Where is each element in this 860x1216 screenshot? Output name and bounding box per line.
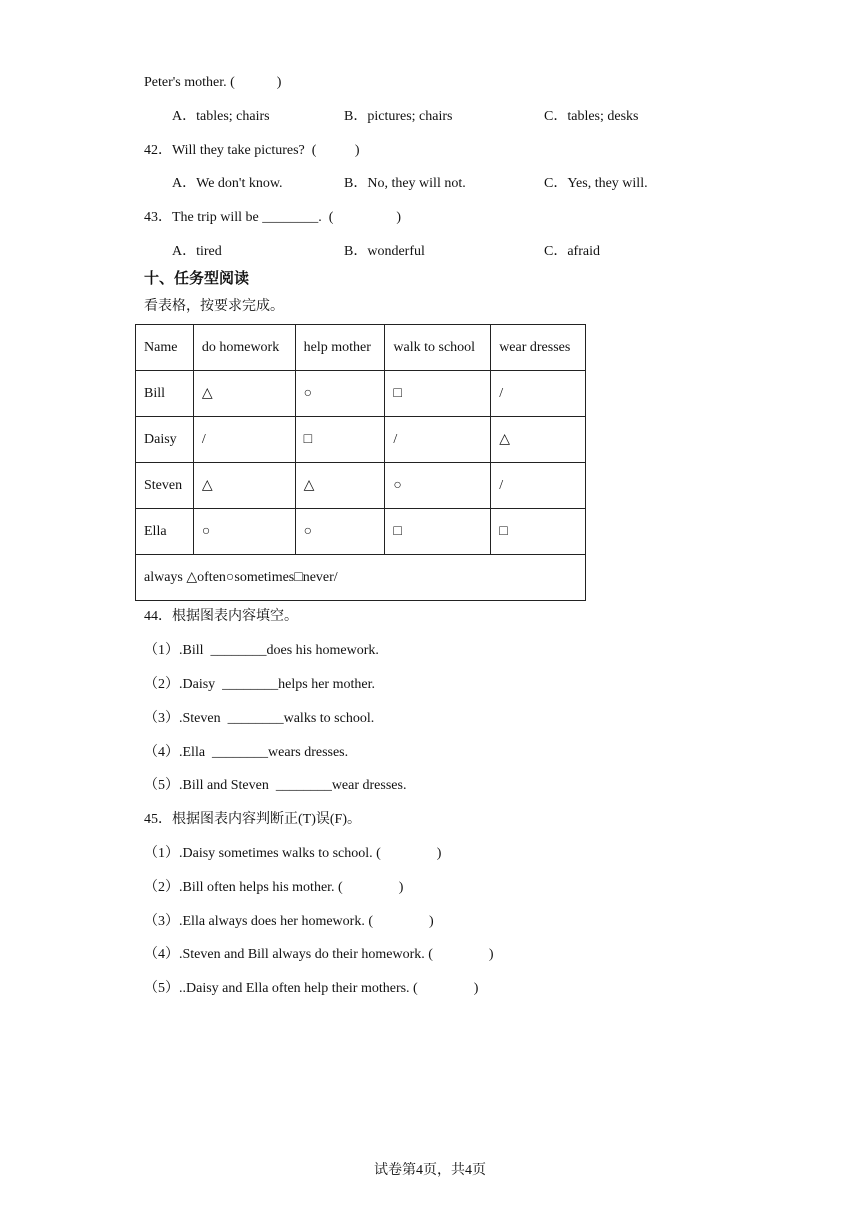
q44-item: （4）.Ella ________wears dresses. — [144, 745, 349, 760]
q42-option-a: A．We don't know. — [172, 176, 283, 191]
page-footer: 试卷第4页，共4页 — [374, 1163, 486, 1178]
table-cell: △ — [491, 417, 586, 463]
table-row — [136, 463, 586, 509]
table-cell: ○ — [295, 509, 385, 555]
table-cell: Daisy — [136, 417, 194, 463]
table-header-cell: help mother — [295, 325, 385, 371]
table-cell: ○ — [385, 463, 491, 509]
q43-option-c: C．afraid — [544, 244, 600, 259]
q43-option-a: A．tired — [172, 244, 222, 259]
table-cell: □ — [295, 417, 385, 463]
frequency-table — [135, 324, 586, 601]
table-header-cell: Name — [136, 325, 194, 371]
q44-item: （3）.Steven ________walks to school. — [144, 711, 375, 726]
q44-item: （5）.Bill and Steven ________wear dresses. — [144, 778, 407, 793]
table-cell: □ — [385, 509, 491, 555]
section-instruction: 看表格，按要求完成。 — [144, 299, 284, 314]
table-cell: Steven — [136, 463, 194, 509]
table-cell: △ — [295, 463, 385, 509]
q45-item: （3）.Ella always does her homework. ( ) — [144, 914, 434, 929]
q44-item: （1）.Bill ________does his homework. — [144, 643, 379, 658]
table-header-cell: do homework — [193, 325, 295, 371]
table-row — [136, 371, 586, 417]
table-cell: / — [385, 417, 491, 463]
q43-option-b: B．wonderful — [344, 244, 425, 259]
table-row — [136, 509, 586, 555]
table-legend-row — [136, 555, 586, 601]
q41-option-b: B．pictures; chairs — [344, 109, 453, 124]
q43-stem: 43．The trip will be ________. ( ) — [144, 210, 402, 225]
table-cell: ○ — [193, 509, 295, 555]
q45-stem: 45．根据图表内容判断正(T)误(F)。 — [144, 812, 361, 827]
q41-option-a: A．tables; chairs — [172, 109, 270, 124]
table-cell: Bill — [136, 371, 194, 417]
q45-item: （1）.Daisy sometimes walks to school. ( ) — [144, 846, 442, 861]
table-header-row — [136, 325, 586, 371]
table-header-cell: wear dresses — [491, 325, 586, 371]
table-cell: / — [491, 371, 586, 417]
q42-option-b: B．No, they will not. — [344, 176, 466, 191]
q45-item: （4）.Steven and Bill always do their homework. ( ) — [144, 947, 494, 962]
q44-item: （2）.Daisy ________helps her mother. — [144, 677, 375, 692]
table-cell: / — [491, 463, 586, 509]
q41-option-c: C．tables; desks — [544, 109, 639, 124]
table-cell: □ — [385, 371, 491, 417]
table-legend: always △often○sometimes□never/ — [136, 555, 586, 601]
table-cell: △ — [193, 463, 295, 509]
q45-item: （2）.Bill often helps his mother. ( ) — [144, 880, 404, 895]
table-cell: Ella — [136, 509, 194, 555]
table-header-cell: walk to school — [385, 325, 491, 371]
q44-stem: 44．根据图表内容填空。 — [144, 609, 298, 624]
section-title: 十、任务型阅读 — [144, 271, 250, 287]
q45-item: （5）..Daisy and Ella often help their mothers. ( ) — [144, 981, 479, 996]
q41-stem: Peter's mother. ( ) — [144, 75, 282, 90]
table-cell: / — [193, 417, 295, 463]
table-row — [136, 417, 586, 463]
table-cell: ○ — [295, 371, 385, 417]
q42-stem: 42．Will they take pictures? ( ) — [144, 143, 360, 158]
q42-option-c: C．Yes, they will. — [544, 176, 648, 191]
table-cell: △ — [193, 371, 295, 417]
table-cell: □ — [491, 509, 586, 555]
